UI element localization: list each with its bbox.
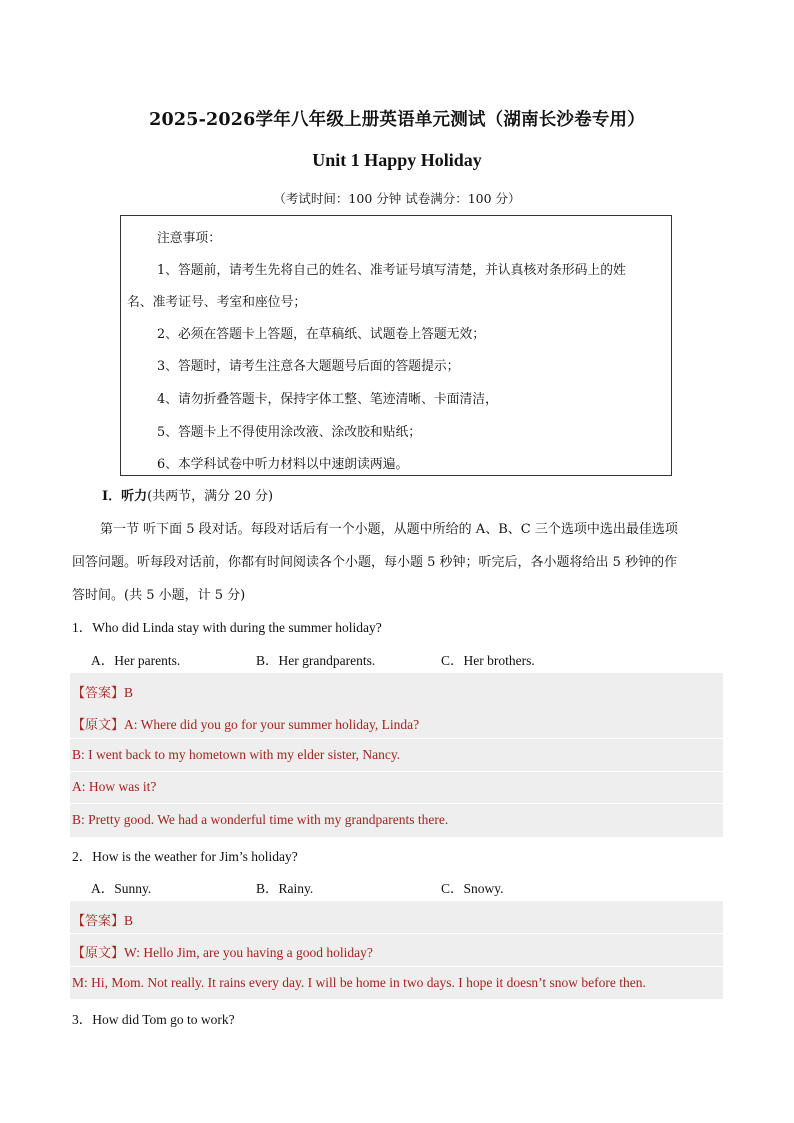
- notice-line: 6、本学科试卷中听力材料以中速朗读两遍。: [157, 457, 409, 472]
- script-text: B: I went back to my hometown with my elder sister, Nancy.: [72, 747, 401, 762]
- answer-value: B: [124, 685, 134, 700]
- notice-heading: 注意事项：: [157, 231, 221, 246]
- script-tag: 【原文】: [72, 718, 125, 733]
- notice-box: [120, 215, 672, 476]
- script-line: [72, 812, 448, 828]
- notice-line: 2、必须在答题卡上答题，在草稿纸、试题卷上答题无效；: [157, 327, 486, 342]
- script-tag: 【原文】: [72, 946, 125, 961]
- option-c: C．Snowy.: [441, 881, 504, 896]
- instruction-line: 第一节 听下面 5 段对话。每段对话后有一个小题，从题中所给的 A、B、C 三个选项中选出最佳选项: [100, 522, 678, 537]
- option-a: A．Sunny.: [91, 881, 152, 896]
- exam-info: （考试时间：100 分钟 试卷满分：100 分）: [273, 191, 521, 206]
- divider: [70, 738, 723, 739]
- answer-line: [72, 682, 133, 701]
- script-text: A: Where did you go for your summer holiday, Linda?: [124, 717, 420, 732]
- notice-line: 4、请勿折叠答题卡，保持字体工整、笔迹清晰、卡面清洁，: [157, 392, 498, 407]
- script-line: [72, 942, 373, 961]
- exam-title: 2025-2026学年八年级上册英语单元测试（湖南长沙卷专用）: [149, 110, 645, 130]
- unit-subtitle: Unit 1 Happy Holiday: [312, 150, 482, 170]
- divider: [70, 771, 723, 772]
- notice-line: 5、答题卡上不得使用涂改液、涂改胶和贴纸；: [157, 425, 422, 440]
- notice-line: 1、答题前，请考生先将自己的姓名、准考证号填写清楚，并认真核对条形码上的姓: [157, 263, 626, 278]
- section-name: 听力: [121, 489, 148, 504]
- answer-line: [72, 910, 133, 929]
- instruction-line: 回答问题。听每段对话前，你都有时间阅读各个小题，每小题 5 秒钟；听完后，各小题将给出 5 秒钟的作: [72, 555, 678, 570]
- answer-tag: 【答案】: [72, 914, 125, 929]
- divider: [70, 803, 723, 804]
- instruction-line: 答时间。(共 5 小题，计 5 分): [72, 588, 246, 603]
- option-b: B．Rainy.: [256, 881, 314, 896]
- script-line: [72, 747, 400, 763]
- script-text: A: How was it?: [72, 779, 157, 794]
- script-text: B: Pretty good. We had a wonderful time with my grandparents there.: [72, 812, 449, 827]
- section-number: I．: [102, 489, 122, 504]
- script-text: W: Hello Jim, are you having a good holiday?: [124, 945, 373, 960]
- script-line: [72, 779, 156, 795]
- section-heading: [102, 485, 273, 504]
- notice-line: 名、准考证号、考室和座位号；: [127, 295, 307, 310]
- option-c: C．Her brothers.: [441, 653, 535, 668]
- notice-line: 3、答题时，请考生注意各大题题号后面的答题提示；: [157, 359, 460, 374]
- option-a: A．Her parents.: [91, 653, 181, 668]
- question-text: 2．How is the weather for Jim’s holiday?: [72, 849, 298, 864]
- script-line: [72, 714, 419, 733]
- question-text: 3．How did Tom go to work?: [72, 1012, 235, 1027]
- script-text: M: Hi, Mom. Not really. It rains every day. I will be home in two days. I hope it doesn’t snow before then.: [72, 975, 646, 990]
- divider: [70, 933, 723, 934]
- answer-tag: 【答案】: [72, 686, 125, 701]
- answer-value: B: [124, 913, 134, 928]
- divider: [70, 966, 723, 967]
- option-b: B．Her grandparents.: [256, 653, 376, 668]
- script-line: [72, 975, 646, 991]
- question-text: 1．Who did Linda stay with during the summer holiday?: [72, 620, 382, 635]
- section-detail: (共两节，满分 20 分): [147, 489, 274, 504]
